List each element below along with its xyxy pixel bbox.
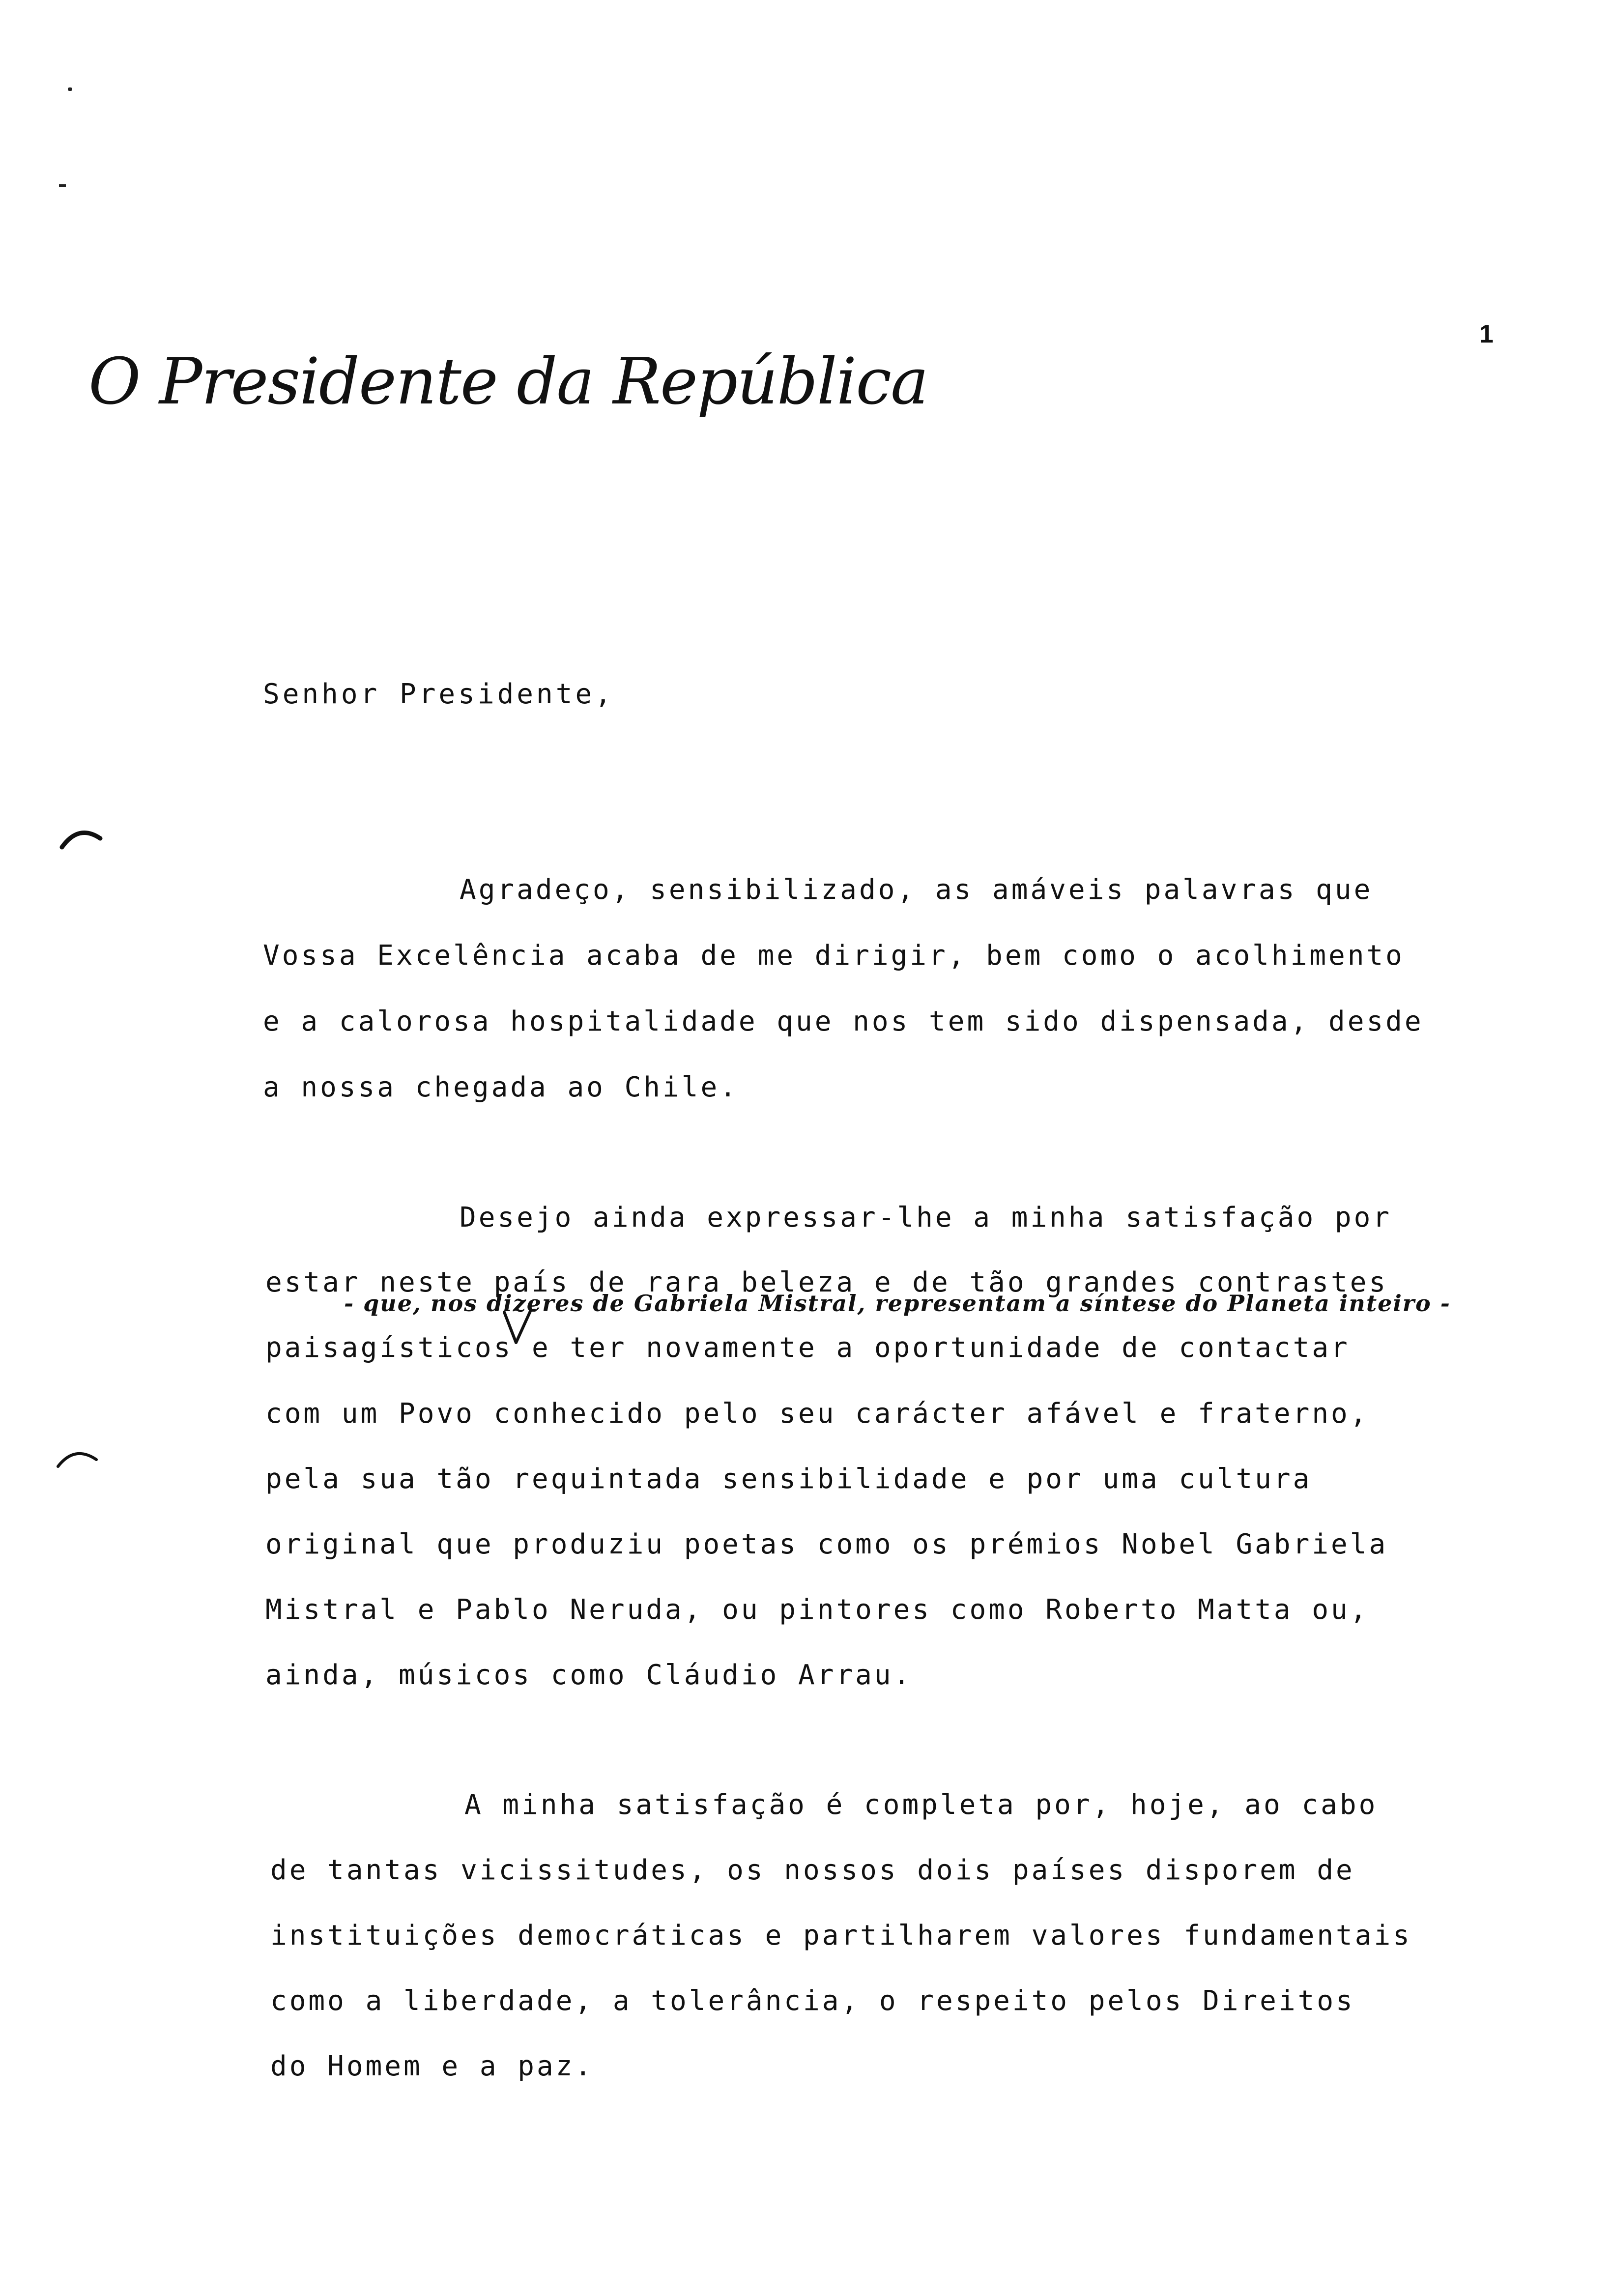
text-line: Desejo ainda expressar-lhe a minha satisfação por: [460, 1202, 1392, 1234]
text-line: original que produziu poetas como os prémios Nobel Gabriela: [265, 1528, 1388, 1560]
text-line: de tantas vicissitudes, os nossos dois países disporem de: [270, 1854, 1355, 1886]
text-line: como a liberdade, a tolerância, o respeito pelos Direitos: [270, 1985, 1355, 2017]
page-number: 1: [1479, 320, 1494, 348]
handwritten-insertion: - que, nos dizeres de Gabriela Mistral, representam a síntese do Planeta inteiro -: [344, 1290, 1451, 1317]
text-line: pela sua tão requintada sensibilidade e por uma cultura: [265, 1463, 1312, 1495]
text-line: com um Povo conhecido pelo seu carácter afável e fraterno,: [265, 1398, 1369, 1430]
text-line: Agradeço, sensibilizado, as amáveis palavras que: [460, 874, 1373, 906]
text-line: a nossa chegada ao Chile.: [263, 1071, 739, 1103]
letterhead: O Presidente da República: [88, 344, 928, 419]
text-line: ainda, músicos como Cláudio Arrau.: [265, 1659, 913, 1691]
scan-mark: [59, 184, 66, 187]
text-line: instituições democráticas e partilharem valores fundamentais: [270, 1920, 1412, 1952]
text-line: Mistral e Pablo Neruda, ou pintores como Roberto Matta ou,: [265, 1594, 1369, 1626]
text-line: Vossa Excelência acaba de me dirigir, bem como o acolhimento: [263, 940, 1405, 972]
margin-arc-mark: [55, 1445, 99, 1469]
scan-mark: [68, 87, 72, 91]
margin-arc-mark: [59, 826, 103, 850]
insertion-caret-mark: [501, 1307, 536, 1347]
text-line: paisagísticos e ter novamente a oportunidade de contactar: [265, 1332, 1350, 1364]
text-line: A minha satisfação é completa por, hoje, ao cabo: [464, 1789, 1378, 1821]
text-line: estar neste país de rara beleza e de tão grandes contrastes: [265, 1266, 1388, 1298]
text-line: do Homem e a paz.: [270, 2050, 594, 2082]
salutation: Senhor Presidente,: [263, 678, 614, 710]
text-line: e a calorosa hospitalidade que nos tem sido dispensada, desde: [263, 1005, 1424, 1037]
